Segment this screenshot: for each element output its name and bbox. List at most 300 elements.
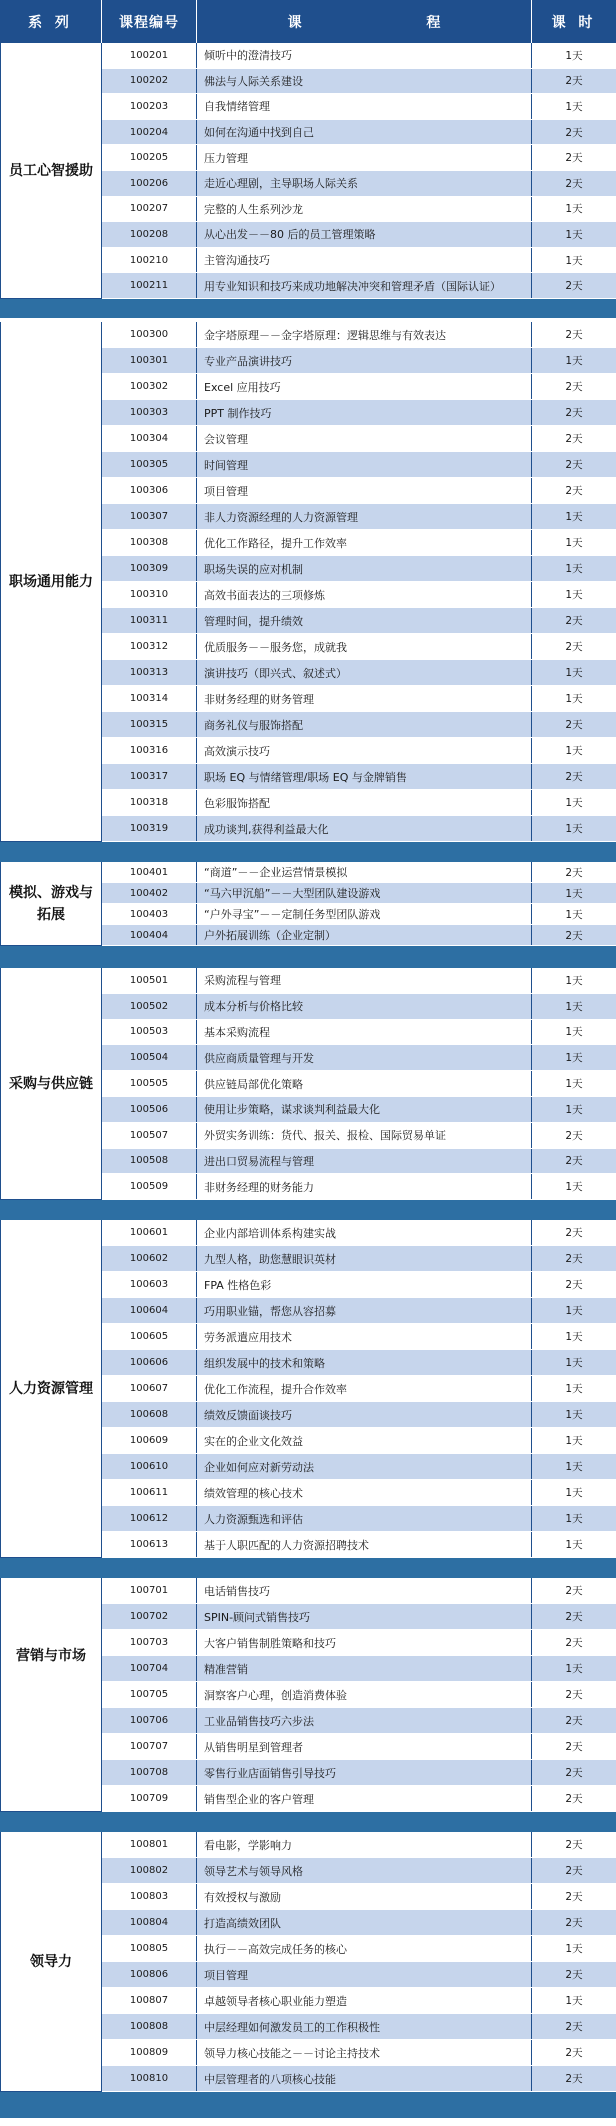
course-row (102, 582, 616, 608)
course-hours: 2天 (565, 126, 583, 139)
course-name: 九型人格，助您慧眼识英材 (197, 1246, 532, 1271)
course-code: 100704 (102, 1656, 197, 1681)
course-name: 管理时间，提升绩效 (197, 608, 532, 633)
course-name: 项目管理 (197, 1962, 532, 1987)
course-hours: 1天 (565, 1103, 583, 1116)
course-name: 人力资源甄选和评估 (197, 1506, 532, 1531)
course-hours: 2天 (565, 152, 583, 165)
course-name: 企业内部培训体系构建实战 (197, 1220, 532, 1245)
course-row (102, 171, 616, 197)
course-name: 基本采购流程 (197, 1020, 532, 1045)
course-hours: 1天 (565, 1052, 583, 1065)
course-hours: 2天 (565, 1865, 583, 1877)
course-hours: 2天 (565, 381, 583, 393)
course-name: 领导力核心技能之－－讨论主持技术 (197, 2040, 532, 2065)
course-code: 100503 (102, 1020, 197, 1045)
course-row (102, 1936, 616, 1962)
course-name: 非财务经理的财务能力 (197, 1174, 532, 1199)
course-name: 劳务派遣应用技术 (197, 1324, 532, 1349)
course-code: 100708 (102, 1760, 197, 1785)
course-name: 优化工作流程，提升合作效率 (197, 1376, 532, 1401)
course-code: 100608 (102, 1402, 197, 1427)
course-code: 100808 (102, 2014, 197, 2039)
course-hours: 1天 (565, 1461, 583, 1473)
course-name: 完整的人生系列沙龙 (197, 197, 532, 222)
course-row (102, 1149, 616, 1175)
course-code: 100604 (102, 1298, 197, 1323)
course-code: 100305 (102, 452, 197, 477)
course-hours: 1天 (565, 1487, 583, 1499)
course-code: 100702 (102, 1604, 197, 1629)
course-name: 进出口贸易流程与管理 (197, 1149, 532, 1174)
course-row (102, 994, 616, 1020)
header-course: 课 程 (197, 0, 532, 43)
course-name: “户外寻宝”－－定制任务型团队游戏 (197, 904, 532, 924)
course-hours: 2天 (565, 1253, 583, 1265)
course-code: 100308 (102, 530, 197, 555)
course-row (102, 43, 616, 69)
course-hours: 2天 (565, 75, 583, 88)
course-name: 领导艺术与领导风格 (197, 1858, 532, 1883)
course-hours: 2天 (565, 1969, 583, 1981)
course-code: 100203 (102, 94, 197, 119)
section-divider (0, 299, 616, 318)
course-code: 100310 (102, 582, 197, 607)
course-code: 100208 (102, 222, 197, 247)
course-name: Excel 应用技巧 (197, 374, 532, 399)
course-code: 100309 (102, 556, 197, 581)
course-name: 基于人职匹配的人力资源招聘技术 (197, 1532, 532, 1557)
course-row (102, 1020, 616, 1046)
course-code: 100603 (102, 1272, 197, 1297)
course-row (102, 862, 616, 883)
course-code: 100318 (102, 790, 197, 815)
section-divider (0, 1200, 616, 1220)
course-code: 100506 (102, 1097, 197, 1122)
course-hours: 1天 (565, 1995, 583, 2007)
course-hours: 2天 (565, 1227, 583, 1239)
course-code: 100607 (102, 1376, 197, 1401)
course-code: 100810 (102, 2066, 197, 2091)
course-hours: 2天 (565, 280, 583, 293)
course-row (102, 1045, 616, 1071)
course-row (102, 69, 616, 95)
category-cell: 营销与市场 (0, 1578, 102, 1734)
course-code: 100205 (102, 145, 197, 170)
course-name: 如何在沟通中找到自己 (197, 120, 532, 145)
course-name: 绩效反馈面谈技巧 (197, 1402, 532, 1427)
course-row (102, 790, 616, 816)
course-row (102, 1123, 616, 1149)
course-name: “商道”－－企业运营情景模拟 (197, 862, 532, 882)
course-hours: 2天 (565, 929, 583, 942)
course-hours: 2天 (565, 2021, 583, 2033)
course-name: 专业产品演讲技巧 (197, 348, 532, 373)
course-code: 100201 (102, 43, 197, 68)
course-code: 100319 (102, 816, 197, 841)
course-name: 从销售明星到管理者 (197, 1734, 532, 1759)
course-name: 供应商质量管理与开发 (197, 1045, 532, 1070)
course-hours: 1天 (565, 1539, 583, 1551)
course-code: 100313 (102, 660, 197, 685)
course-row (102, 1532, 616, 1558)
section-divider (0, 1812, 616, 1832)
course-hours: 1天 (565, 1026, 583, 1039)
course-row (102, 2040, 616, 2066)
course-hours: 1天 (565, 1331, 583, 1343)
course-row (102, 1428, 616, 1454)
course-code: 100802 (102, 1858, 197, 1883)
course-hours: 2天 (565, 615, 583, 627)
course-row (102, 1480, 616, 1506)
course-row (102, 504, 616, 530)
course-hours: 1天 (565, 1000, 583, 1013)
course-name: 职场 EQ 与情绪管理/职场 EQ 与金牌销售 (197, 764, 532, 789)
course-hours: 1天 (565, 49, 583, 62)
course-name: 大客户销售制胜策略和技巧 (197, 1630, 532, 1655)
course-row (102, 197, 616, 223)
course-row (102, 1324, 616, 1350)
section-divider (0, 1558, 616, 1578)
course-name: 佛法与人际关系建设 (197, 69, 532, 94)
course-name: 中层经理如何激发员工的工作积极性 (197, 2014, 532, 2039)
course-hours: 1天 (565, 1383, 583, 1395)
course-row (102, 883, 616, 904)
course-row (102, 634, 616, 660)
course-name: 洞察客户心理，创造消费体验 (197, 1682, 532, 1707)
course-row (102, 1682, 616, 1708)
course-hours: 2天 (565, 1891, 583, 1903)
header-series: 系 列 (0, 0, 102, 43)
course-row (102, 1376, 616, 1402)
course-code: 100709 (102, 1786, 197, 1811)
course-code: 100703 (102, 1630, 197, 1655)
course-name: 采购流程与管理 (197, 968, 532, 993)
category-cell: 采购与供应链 (0, 968, 102, 1200)
course-name: 时间管理 (197, 452, 532, 477)
course-hours: 1天 (565, 203, 583, 216)
course-name: 供应链局部优化策略 (197, 1071, 532, 1096)
course-hours: 1天 (565, 908, 583, 921)
course-hours: 2天 (565, 641, 583, 653)
course-code: 100206 (102, 171, 197, 196)
course-row (102, 348, 616, 374)
course-hours: 1天 (565, 823, 583, 835)
course-code: 100301 (102, 348, 197, 373)
course-code: 100609 (102, 1428, 197, 1453)
course-row (102, 273, 616, 299)
course-name: 金字塔原理－－金字塔原理：逻辑思维与有效表达 (197, 322, 532, 347)
course-name: 会议管理 (197, 426, 532, 451)
category-cell: 领导力 (0, 1832, 102, 2092)
course-name: 高效书面表达的三项修炼 (197, 582, 532, 607)
course-code: 100613 (102, 1532, 197, 1557)
course-name: 商务礼仪与服饰搭配 (197, 712, 532, 737)
course-code: 100505 (102, 1071, 197, 1096)
course-row (102, 925, 616, 946)
course-row (102, 94, 616, 120)
course-hours: 2天 (565, 1279, 583, 1291)
course-name: 打造高绩效团队 (197, 1910, 532, 1935)
course-name: 企业如何应对新劳动法 (197, 1454, 532, 1479)
course-name: 从心出发－－80 后的员工管理策略 (197, 222, 532, 247)
course-code: 100403 (102, 904, 197, 924)
course-hours: 1天 (565, 537, 583, 549)
course-row (102, 1910, 616, 1936)
course-hours: 2天 (565, 1585, 583, 1597)
course-row (102, 1174, 616, 1200)
course-name: 有效授权与激励 (197, 1884, 532, 1909)
course-name: “马六甲沉船”－－大型团队建设游戏 (197, 883, 532, 903)
course-code: 100314 (102, 686, 197, 711)
course-name: 职场失误的应对机制 (197, 556, 532, 581)
course-hours: 1天 (565, 1181, 583, 1194)
course-row (102, 764, 616, 790)
course-row (102, 1350, 616, 1376)
course-code: 100611 (102, 1480, 197, 1505)
course-code: 100502 (102, 994, 197, 1019)
course-code: 100316 (102, 738, 197, 763)
course-hours: 2天 (565, 1839, 583, 1851)
course-code: 100311 (102, 608, 197, 633)
course-hours: 1天 (565, 228, 583, 241)
course-hours: 2天 (565, 177, 583, 190)
header-hours: 课 时 (532, 0, 616, 43)
course-name: 巧用职业锚，帮您从容招募 (197, 1298, 532, 1323)
course-hours: 1天 (565, 797, 583, 809)
course-row (102, 1708, 616, 1734)
course-row (102, 1506, 616, 1532)
course-name: 优化工作路径，提升工作效率 (197, 530, 532, 555)
course-code: 100701 (102, 1578, 197, 1603)
course-row (102, 1220, 616, 1246)
course-hours: 1天 (565, 1357, 583, 1369)
course-name: 主管沟通技巧 (197, 248, 532, 273)
course-hours: 2天 (565, 719, 583, 731)
course-code: 100211 (102, 273, 197, 298)
course-name: 精准营销 (197, 1656, 532, 1681)
course-hours: 2天 (565, 1741, 583, 1753)
course-name: 工业品销售技巧六步法 (197, 1708, 532, 1733)
course-row (102, 1656, 616, 1682)
course-name: 销售型企业的客户管理 (197, 1786, 532, 1811)
course-hours: 2天 (565, 1689, 583, 1701)
course-row (102, 1760, 616, 1786)
course-code: 100303 (102, 400, 197, 425)
course-name: 使用让步策略，谋求谈判利益最大化 (197, 1097, 532, 1122)
course-name: 实在的企业文化效益 (197, 1428, 532, 1453)
course-row (102, 1402, 616, 1428)
course-row (102, 400, 616, 426)
course-code: 100315 (102, 712, 197, 737)
course-hours: 1天 (565, 1513, 583, 1525)
category-cell: 员工心智援助 (0, 43, 102, 299)
course-code: 100807 (102, 1988, 197, 2013)
course-hours: 2天 (565, 1793, 583, 1805)
course-code: 100801 (102, 1832, 197, 1857)
course-code: 100402 (102, 883, 197, 903)
course-hours: 2天 (565, 1767, 583, 1779)
course-row (102, 1604, 616, 1630)
course-code: 100606 (102, 1350, 197, 1375)
course-row (102, 1988, 616, 2014)
course-name: 看电影，学影响力 (197, 1832, 532, 1857)
course-name: 演讲技巧（即兴式、叙述式） (197, 660, 532, 685)
course-name: 高效演示技巧 (197, 738, 532, 763)
course-row (102, 478, 616, 504)
course-code: 100210 (102, 248, 197, 273)
course-hours: 1天 (565, 254, 583, 267)
course-hours: 1天 (565, 745, 583, 757)
course-row (102, 1454, 616, 1480)
course-name: 零售行业店面销售引导技巧 (197, 1760, 532, 1785)
course-row (102, 904, 616, 925)
course-name: 电话销售技巧 (197, 1578, 532, 1603)
course-row (102, 1246, 616, 1272)
course-code: 100304 (102, 426, 197, 451)
course-code: 100601 (102, 1220, 197, 1245)
category-cell: 模拟、游戏与拓展 (0, 862, 102, 946)
course-row (102, 1858, 616, 1884)
course-hours: 2天 (565, 1637, 583, 1649)
course-code: 100509 (102, 1174, 197, 1199)
course-row (102, 556, 616, 582)
course-name: 外贸实务训练：货代、报关、报检、国际贸易单证 (197, 1123, 532, 1148)
course-row (102, 1578, 616, 1604)
course-row (102, 1962, 616, 1988)
course-name: 走近心理剧，主导职场人际关系 (197, 171, 532, 196)
course-hours: 2天 (565, 2047, 583, 2059)
course-name: 优质服务－－服务您，成就我 (197, 634, 532, 659)
course-hours: 1天 (565, 511, 583, 523)
course-code: 100610 (102, 1454, 197, 1479)
course-row (102, 1786, 616, 1812)
course-row (102, 1097, 616, 1123)
course-row (102, 374, 616, 400)
course-code: 100307 (102, 504, 197, 529)
course-code: 100317 (102, 764, 197, 789)
course-code: 100806 (102, 1962, 197, 1987)
course-row (102, 120, 616, 146)
course-hours: 1天 (565, 355, 583, 367)
course-code: 100706 (102, 1708, 197, 1733)
course-hours: 1天 (565, 693, 583, 705)
course-hours: 2天 (565, 1611, 583, 1623)
course-row (102, 1630, 616, 1656)
course-row (102, 222, 616, 248)
course-code: 100809 (102, 2040, 197, 2065)
course-row (102, 738, 616, 764)
course-hours: 1天 (565, 1078, 583, 1091)
course-name: 压力管理 (197, 145, 532, 170)
course-hours: 1天 (565, 589, 583, 601)
course-code: 100605 (102, 1324, 197, 1349)
course-code: 100507 (102, 1123, 197, 1148)
course-code: 100804 (102, 1910, 197, 1935)
course-hours: 2天 (565, 1715, 583, 1727)
course-name: 组织发展中的技术和策略 (197, 1350, 532, 1375)
course-hours: 1天 (565, 667, 583, 679)
course-row (102, 145, 616, 171)
course-name: 中层管理者的八项核心技能 (197, 2066, 532, 2091)
course-row (102, 426, 616, 452)
course-hours: 2天 (565, 771, 583, 783)
course-name: 成本分析与价格比较 (197, 994, 532, 1019)
course-code: 100504 (102, 1045, 197, 1070)
course-row (102, 968, 616, 994)
course-code: 100401 (102, 862, 197, 882)
course-hours: 1天 (565, 887, 583, 900)
header-code: 课程编号 (102, 0, 197, 43)
course-code: 100202 (102, 69, 197, 94)
course-hours: 1天 (565, 1435, 583, 1447)
course-name: 非人力资源经理的人力资源管理 (197, 504, 532, 529)
course-hours: 2天 (565, 1155, 583, 1168)
course-hours: 1天 (565, 1305, 583, 1317)
course-row (102, 2066, 616, 2092)
course-code: 100803 (102, 1884, 197, 1909)
course-row (102, 816, 616, 842)
course-hours: 2天 (565, 866, 583, 879)
section-divider (0, 842, 616, 862)
course-code: 100805 (102, 1936, 197, 1961)
course-name: 绩效管理的核心技术 (197, 1480, 532, 1505)
course-code: 100707 (102, 1734, 197, 1759)
course-hours: 1天 (565, 1943, 583, 1955)
course-row (102, 452, 616, 478)
course-name: 卓越领导者核心职业能力塑造 (197, 1988, 532, 2013)
course-name: FPA 性格色彩 (197, 1272, 532, 1297)
course-hours: 1天 (565, 563, 583, 575)
course-hours: 1天 (565, 1409, 583, 1421)
course-hours: 2天 (565, 433, 583, 445)
course-code: 100404 (102, 925, 197, 945)
course-row (102, 1734, 616, 1760)
course-row (102, 530, 616, 556)
section-divider (0, 2092, 616, 2118)
course-hours: 2天 (565, 407, 583, 419)
course-row (102, 1298, 616, 1324)
course-hours: 2天 (565, 329, 583, 341)
course-name: 倾听中的澄清技巧 (197, 43, 532, 68)
course-code: 100302 (102, 374, 197, 399)
course-row (102, 1884, 616, 1910)
course-row (102, 686, 616, 712)
course-code: 100207 (102, 197, 197, 222)
course-name: 执行－－高效完成任务的核心 (197, 1936, 532, 1961)
course-code: 100204 (102, 120, 197, 145)
course-hours: 2天 (565, 2073, 583, 2085)
course-name: PPT 制作技巧 (197, 400, 532, 425)
course-code: 100312 (102, 634, 197, 659)
course-row (102, 1071, 616, 1097)
course-row (102, 248, 616, 274)
course-name: 用专业知识和技巧来成功地解决冲突和管理矛盾（国际认证） (197, 273, 532, 298)
category-cell: 人力资源管理 (0, 1220, 102, 1558)
section-divider (0, 946, 616, 968)
course-row (102, 608, 616, 634)
course-code: 100705 (102, 1682, 197, 1707)
course-row (102, 712, 616, 738)
course-name: SPIN-顾问式销售技巧 (197, 1604, 532, 1629)
course-name: 项目管理 (197, 478, 532, 503)
course-name: 色彩服饰搭配 (197, 790, 532, 815)
course-hours: 2天 (565, 485, 583, 497)
course-code: 100508 (102, 1149, 197, 1174)
course-name: 户外拓展训练（企业定制） (197, 925, 532, 945)
course-code: 100306 (102, 478, 197, 503)
course-name: 自我情绪管理 (197, 94, 532, 119)
